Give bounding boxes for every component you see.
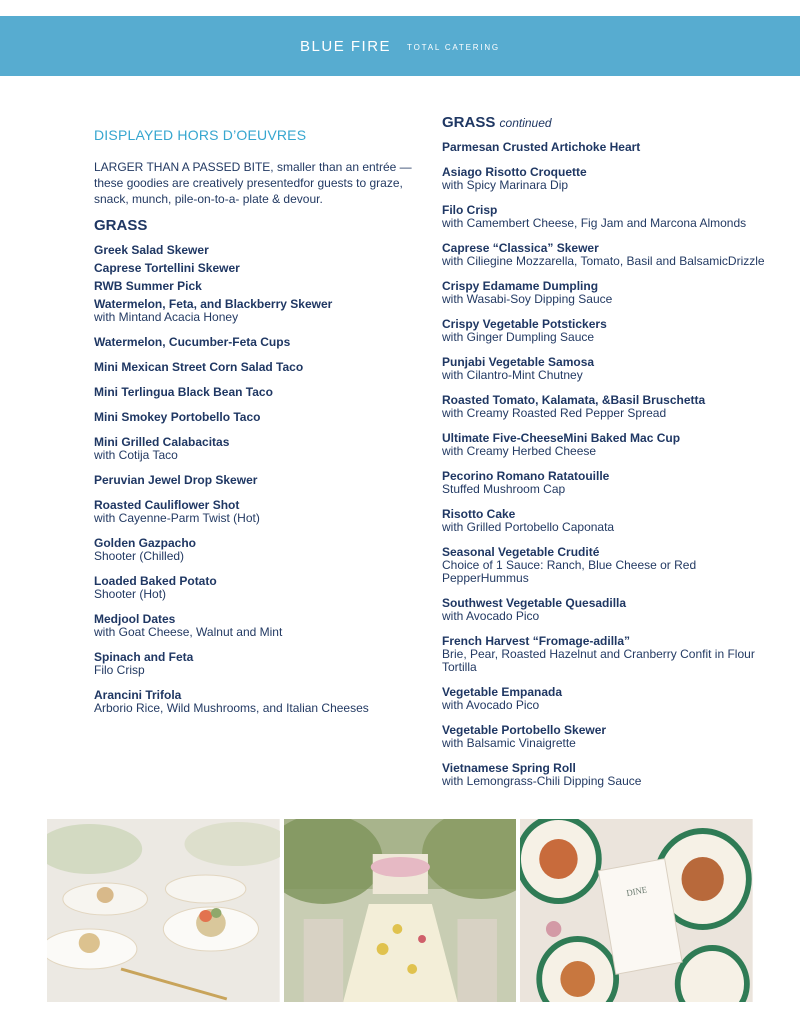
category-heading-text: GRASS — [442, 114, 496, 131]
menu-item-description: with Ciliegine Mozzarella, Tomato, Basil and BalsamicDrizzle — [442, 254, 765, 268]
menu-item — [442, 141, 782, 154]
section-title: DISPLAYED HORS D’OEUVRES — [94, 127, 307, 143]
menu-item-name: Crispy Edamame Dumpling — [442, 279, 599, 293]
menu-item-name: Loaded Baked Potato — [94, 574, 217, 588]
menu-item-name: Mini Terlingua Black Bean Taco — [94, 385, 273, 399]
table-setting-image — [284, 819, 517, 1002]
menu-card-text: DINE — [626, 884, 649, 899]
menu-item-description: with Cilantro-Mint Chutney — [442, 368, 583, 382]
menu-item — [94, 280, 414, 293]
menu-item-description: Stuffed Mushroom Cap — [442, 482, 566, 496]
menu-item-name: Parmesan Crusted Artichoke Heart — [442, 140, 641, 154]
menu-item-name: Golden Gazpacho — [94, 536, 197, 550]
menu-list — [94, 244, 414, 715]
menu-item — [94, 336, 414, 349]
menu-item — [94, 244, 414, 257]
photo-plated-bites — [47, 819, 280, 1002]
menu-item — [442, 204, 782, 230]
menu-item-name: Peruvian Jewel Drop Skewer — [94, 473, 258, 487]
menu-item — [94, 499, 414, 525]
menu-item — [442, 470, 782, 496]
menu-item — [442, 356, 782, 382]
menu-item — [442, 318, 782, 344]
menu-item-name: Mini Grilled Calabacitas — [94, 435, 230, 449]
menu-item — [442, 508, 782, 534]
menu-item-name: French Harvest “Fromage-adilla” — [442, 634, 631, 648]
menu-item-name: Vegetable Empanada — [442, 685, 563, 699]
menu-item-description: Shooter (Chilled) — [94, 549, 185, 563]
menu-item-description: with Cotija Taco — [94, 448, 178, 462]
brand-tagline: TOTAL CATERING — [407, 42, 500, 52]
menu-list — [442, 141, 782, 788]
menu-item — [442, 394, 782, 420]
menu-item-name: Southwest Vegetable Quesadilla — [442, 596, 627, 610]
menu-item-name: Spinach and Feta — [94, 650, 194, 664]
menu-item — [442, 166, 782, 192]
menu-item-name: Arancini Trifola — [94, 688, 182, 702]
menu-item-name: Ultimate Five-CheeseMini Baked Mac Cup — [442, 431, 681, 445]
menu-item-description: with Ginger Dumpling Sauce — [442, 330, 595, 344]
menu-item — [442, 724, 782, 750]
menu-item-description: with Wasabi-Soy Dipping Sauce — [442, 292, 613, 306]
menu-item — [94, 411, 414, 424]
right-column — [442, 114, 782, 800]
plated-bites-image — [47, 819, 280, 1002]
menu-card-plates-image — [520, 819, 753, 1002]
menu-item-name: Watermelon, Feta, and Blackberry Skewer — [94, 297, 333, 311]
menu-item-description: with Balsamic Vinaigrette — [442, 736, 576, 750]
menu-item-name: Seasonal Vegetable Crudité — [442, 545, 600, 559]
menu-item — [94, 386, 414, 399]
menu-item — [442, 762, 782, 788]
category-heading-continued — [442, 114, 782, 131]
menu-item-description: Arborio Rice, Wild Mushrooms, and Italian Cheeses — [94, 701, 369, 715]
menu-item — [94, 298, 414, 324]
menu-item-description: with Goat Cheese, Walnut and Mint — [94, 625, 283, 639]
menu-item-description: with Creamy Herbed Cheese — [442, 444, 597, 458]
menu-item-name: Greek Salad Skewer — [94, 243, 209, 257]
menu-item-description: Brie, Pear, Roasted Hazelnut and Cranberry Confit in Flour Tortilla — [442, 647, 755, 674]
menu-item-description: with Cayenne-Parm Twist (Hot) — [94, 511, 260, 525]
menu-item — [442, 597, 782, 623]
menu-item — [94, 613, 414, 639]
category-heading: GRASS — [94, 217, 148, 234]
menu-item-description: Shooter (Hot) — [94, 587, 167, 601]
left-column — [94, 127, 414, 727]
menu-item-name: Mini Smokey Portobello Taco — [94, 410, 261, 424]
menu-item-name: Vegetable Portobello Skewer — [442, 723, 607, 737]
photo-strip — [47, 819, 753, 1002]
menu-item-description: Filo Crisp — [94, 663, 145, 677]
menu-item-description: with Camembert Cheese, Fig Jam and Marcona Almonds — [442, 216, 747, 230]
menu-item-name: Asiago Risotto Croquette — [442, 165, 587, 179]
menu-item — [442, 546, 782, 585]
menu-item — [94, 575, 414, 601]
menu-item-description: with Avocado Pico — [442, 698, 540, 712]
menu-item-name: Caprese Tortellini Skewer — [94, 261, 240, 275]
menu-item-description: with Mintand Acacia Honey — [94, 310, 239, 324]
menu-item — [94, 361, 414, 374]
menu-item — [442, 635, 782, 674]
menu-item — [442, 242, 782, 268]
menu-item-name: Filo Crisp — [442, 203, 498, 217]
menu-item-name: Crispy Vegetable Potstickers — [442, 317, 607, 331]
menu-item-description: with Lemongrass-Chili Dipping Sauce — [442, 774, 642, 788]
menu-item — [442, 686, 782, 712]
header-banner — [0, 16, 800, 76]
menu-item-description: Choice of 1 Sauce: Ranch, Blue Cheese or Red PepperHummus — [442, 558, 697, 585]
photo-table-setting — [284, 819, 517, 1002]
menu-item-name: Roasted Cauliflower Shot — [94, 498, 240, 512]
menu-item — [442, 432, 782, 458]
menu-item — [94, 537, 414, 563]
menu-item-description: with Spicy Marinara Dip — [442, 178, 569, 192]
menu-item-name: Watermelon, Cucumber-Feta Cups — [94, 335, 291, 349]
menu-item-description: with Avocado Pico — [442, 609, 540, 623]
menu-item-name: Pecorino Romano Ratatouille — [442, 469, 610, 483]
brand-name: BLUE FIRE — [300, 37, 392, 55]
intro-text: LARGER THAN A PASSED BITE, smaller than an entrée — these goodies are creatively presentedfor guests to graze, snack, munch, pile-on-to-a- plate & devour. — [94, 160, 412, 206]
menu-item-name: RWB Summer Pick — [94, 279, 202, 293]
menu-item-name: Mini Mexican Street Corn Salad Taco — [94, 360, 304, 374]
menu-item-name: Medjool Dates — [94, 612, 176, 626]
menu-item-description: with Grilled Portobello Caponata — [442, 520, 615, 534]
menu-item-description: with Creamy Roasted Red Pepper Spread — [442, 406, 667, 420]
photo-menu-card-plates — [520, 819, 753, 1002]
menu-item-name: Caprese “Classica” Skewer — [442, 241, 599, 255]
menu-item-name: Roasted Tomato, Kalamata, &Basil Bruschetta — [442, 393, 706, 407]
menu-item-name: Vietnamese Spring Roll — [442, 761, 576, 775]
menu-item — [94, 262, 414, 275]
menu-item — [94, 689, 414, 715]
menu-item — [94, 436, 414, 462]
menu-item-name: Risotto Cake — [442, 507, 516, 521]
menu-item — [94, 651, 414, 677]
continued-label: continued — [499, 116, 552, 130]
menu-item — [94, 474, 414, 487]
menu-item-name: Punjabi Vegetable Samosa — [442, 355, 595, 369]
menu-item — [442, 280, 782, 306]
